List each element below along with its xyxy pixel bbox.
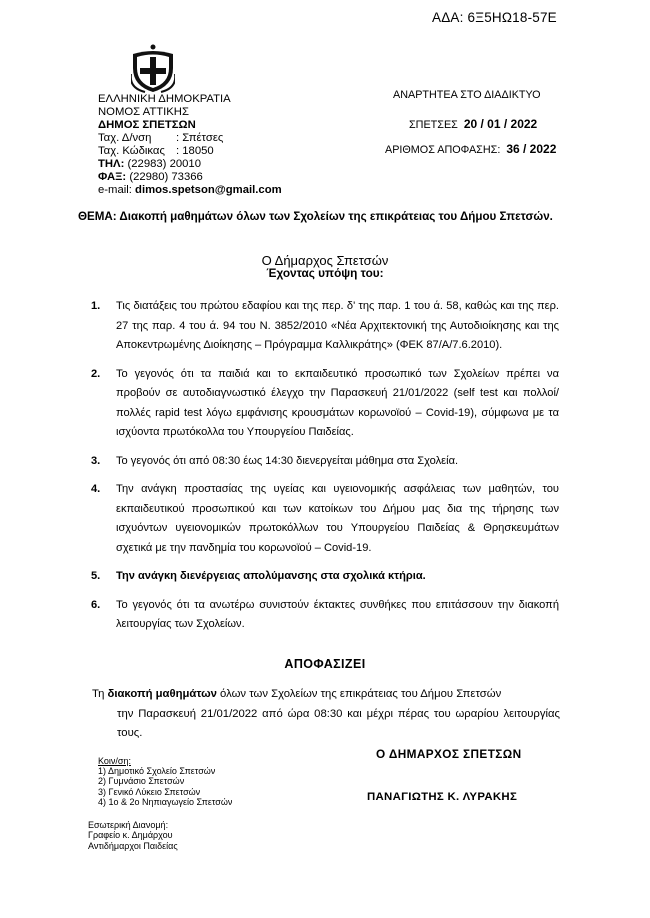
email-link[interactable]: dimos.spetson@gmail.com: [135, 184, 282, 196]
mayor-heading: Ο Δήμαρχος Σπετσών: [261, 253, 389, 268]
tel-row: ΤΗΛ: (22983) 20010: [98, 158, 201, 170]
date-row: ΣΠΕΤΣΕΣ 20 / 01 / 2022: [409, 117, 538, 131]
list-item: Γραφείο κ. Δημάρχου: [88, 830, 173, 841]
list-item: 2. Το γεγονός ότι τα παιδιά και το εκπαιδευτικό προσωπικό των Σχολείων πρέπει να προβούν σε αυτοδιαγνωστικό έλεγχο την Παρασκευή 21/01/2022 (self test και πολλοί/πολλές rapid test λόγω εμφάνισης κρουσμάτων κορωνοϊού – Covid-19), σύμφωνα με τα ισχύοντα πρωτόκολλα του Υπουργείου Παιδείας.: [91, 367, 559, 438]
list-item: 3. Το γεγονός ότι από 08:30 έως 14:30 διενεργείται μάθημα στα Σχολεία.: [91, 454, 459, 467]
zip-row: Ταχ. Κώδικας : 18050: [98, 145, 214, 157]
distribution-label: Κοιν/ση:: [98, 756, 131, 766]
considerations-list: [91, 297, 559, 644]
distribution-list: [98, 756, 232, 807]
signature-name: ΠΑΝΑΓΙΩΤΗΣ Κ. ΛΥΡΑΚΗΣ: [367, 791, 518, 803]
list-item: 3) Γενικό Λύκειο Σπετσών: [98, 786, 201, 797]
fax-row: ΦΑΞ: (22980) 73366: [98, 171, 203, 183]
issuer-block: [98, 93, 282, 197]
list-item: 5. Την ανάγκη διενέργειας απολύμανσης στα σχολικά κτήρια.: [91, 570, 426, 582]
email-row: e-mail: dimos.spetson@gmail.com: [98, 184, 282, 196]
list-item: 6. Το γεγονός ότι τα ανωτέρω συνιστούν έκτακτες συνθήκες που επιτάσσουν την διακοπή λειτουργίας των Σχολείων.: [91, 598, 559, 630]
publish-note: ΑΝΑΡΤΗΤΕΑ ΣΤΟ ΔΙΑΔΙΚΤΥΟ: [393, 89, 541, 101]
greek-emblem-icon: [131, 44, 175, 94]
address-row: Ταχ. Δ/νση : Σπέτσες: [98, 132, 224, 144]
considering-heading: Έχοντας υπόψη του:: [266, 266, 384, 280]
country: ΕΛΛΗΝΙΚΗ ΔΗΜΟΚΡΑΤΙΑ: [98, 93, 231, 105]
prefecture: ΝΟΜΟΣ ΑΤΤΙΚΗΣ: [98, 106, 189, 118]
list-item: 4) 1ο & 2ο Νηπιαγωγείο Σπετσών: [98, 796, 233, 807]
ada-code: ΑΔΑ: 6Ξ5ΗΩ18-57Ε: [432, 10, 557, 25]
municipality: ΔΗΜΟΣ ΣΠΕΤΣΩΝ: [98, 119, 196, 131]
list-item: Αντιδήμαρχοι Παιδείας: [88, 840, 178, 851]
subject: ΘΕΜΑ: Διακοπή μαθημάτων όλων των Σχολείων της επικράτειας του Δήμου Σπετσών.: [78, 210, 553, 223]
list-item: 1. Τις διατάξεις του πρώτου εδαφίου και της περ. δ' της παρ. 1 του ά. 58, καθώς και της περ. 27 της παρ. 4 του ά. 94 του Ν. 3852/2010 «Νέα Αρχιτεκτονική της Αυτοδιοίκησης και της Αποκεντρωμένης Διοίκησης – Πρόγραμμα Καλλικράτης» (ΦΕΚ 87/Α/7.6.2010).: [91, 300, 559, 351]
list-item: 2) Γυμνάσιο Σπετσών: [98, 776, 185, 787]
internal-label: Εσωτερική Διανομή:: [88, 820, 169, 830]
internal-distribution: [88, 820, 178, 851]
list-item: 4. Την ανάγκη προστασίας της υγείας και υγειονομικής ασφάλειας των μαθητών, του εκπαιδευτικού προσωπικού και των κατοίκων του Δήμου μας δια της τήρησης των ισχυόντων υγειονομικών πρωτοκόλλων του Υπουργείου Παιδείας & Θρησκευμάτων σχετικά με την πανδημία του κορωνοϊού – Covid-19.: [91, 483, 559, 554]
decision-number-row: ΑΡΙΘΜΟΣ ΑΠΟΦΑΣΗΣ: 36 / 2022: [385, 142, 557, 156]
decision-text: Τη διακοπή μαθημάτων όλων των Σχολείων της επικράτειας του Δήμου Σπετσών την Παρασκευή 21/01/2022 από ώρα 08:30 και μέχρι πέρας του ωραρίου λειτουργίας τους.: [92, 688, 560, 739]
signature-title: Ο ΔΗΜΑΡΧΟΣ ΣΠΕΤΣΩΝ: [376, 747, 522, 761]
decides-heading: ΑΠΟΦΑΣΙΖΕΙ: [284, 657, 366, 671]
list-item: 1) Δημοτικό Σχολείο Σπετσών: [98, 766, 216, 777]
